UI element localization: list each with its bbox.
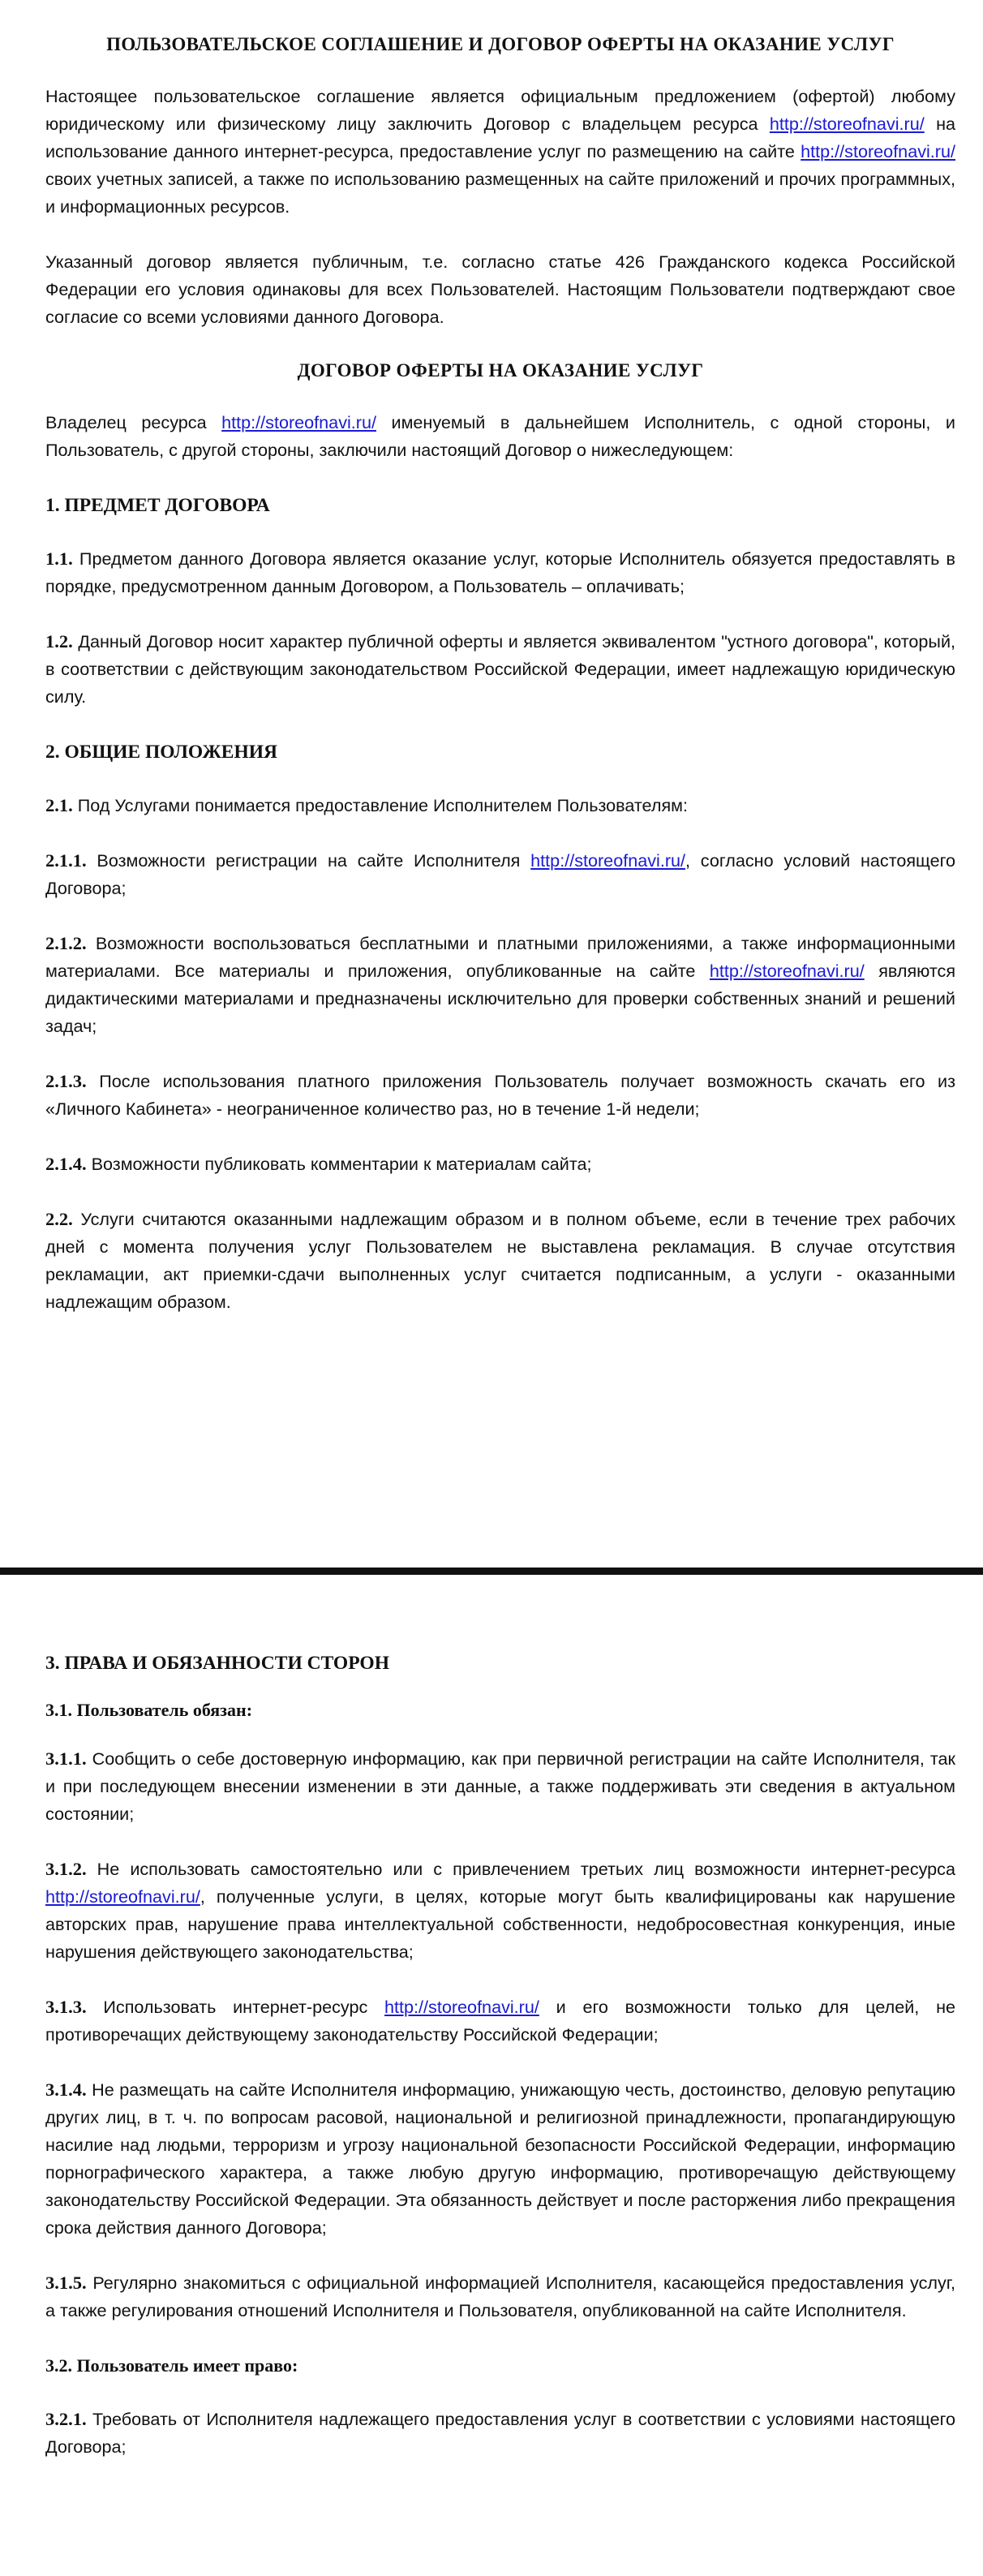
section-1-heading: 1. ПРЕДМЕТ ДОГОВОРА bbox=[45, 495, 270, 516]
section-2-heading: 2. ОБЩИЕ ПОЛОЖЕНИЯ bbox=[45, 742, 277, 763]
clause-text: Данный Договор носит характер публичной оферты и является эквивалентом "устного договора", который, в соответствии с действующим законодательством Российской Федерации, имеет надлежащую юридическую силу. bbox=[45, 631, 955, 707]
clause-text: Не размещать на сайте Исполнителя информацию, унижающую честь, достоинство, деловую репутацию других лиц, в т. ч. по вопросам расовой, национальной и религиозной принадлежности, пропагандирующую насилие над людьми, терроризм и угрозу национальной безопасности Российской Федерации, информацию порнографического характера, а также любую другую информацию, противоречащую действующему законодательству Российской Федерации. Эта обязанность действует и после расторжения либо прекращения срока действия данного Договора; bbox=[45, 2079, 956, 2238]
offer-intro-paragraph bbox=[45, 409, 955, 464]
clause-number: 3.2.1. bbox=[45, 2409, 87, 2429]
clause-text: Услуги считаются оказанными надлежащим образом и в полном объеме, если в течение трех рабочих дней с момента получения услуг Пользователем не выставлена рекламация. В случае отсутствия рекламации, акт приемки-сдачи выполненных услуг считается подписанным, а услуги - оказанными надлежащим образом. bbox=[45, 1209, 955, 1312]
clause-2-1-1 bbox=[45, 847, 955, 902]
clause-3-1-4 bbox=[45, 2076, 955, 2242]
clause-number: 3.1.4. bbox=[45, 2079, 87, 2100]
clause-2-1-3 bbox=[45, 1068, 955, 1123]
offer-intro-text-b: именуемый в дальнейшем Исполнитель, с одной стороны, и Пользователь, с другой стороны, заключили настоящий Договор о нижеследующем: bbox=[45, 412, 955, 460]
clause-text: Регулярно знакомиться с официальной информацией Исполнителя, касающейся предоставления услуг, а также регулирования отношений Исполнителя и Пользователя, опубликованной на сайте Исполнителя. bbox=[45, 2273, 956, 2320]
document-title: ПОЛЬЗОВАТЕЛЬСКОЕ СОГЛАШЕНИЕ И ДОГОВОР ОФЕРТЫ НА ОКАЗАНИЕ УСЛУГ bbox=[106, 34, 895, 54]
site-link[interactable]: http://storeofnavi.ru/ bbox=[221, 412, 376, 432]
subsection-3-1-heading: 3.1. Пользователь обязан: bbox=[45, 1700, 253, 1720]
clause-text: являются дидактическими материалами и предназначены исключительно для проверки собственных знаний и решений задач; bbox=[45, 961, 956, 1036]
clause-3-1-3 bbox=[45, 1993, 955, 2049]
clause-number: 2.1.3. bbox=[45, 1071, 87, 1091]
clause-text: Под Услугами понимается предоставление Исполнителем Пользователям: bbox=[77, 795, 688, 815]
clause-text: Требовать от Исполнителя надлежащего предоставления услуг в соответствии с условиями настоящего Договора; bbox=[45, 2409, 956, 2457]
clause-2-1-2 bbox=[45, 930, 955, 1040]
clause-1-2 bbox=[45, 628, 955, 711]
clause-text: Использовать интернет-ресурс bbox=[103, 1997, 368, 2017]
clause-text: , полученные услуги, в целях, которые могут быть квалифицированы как нарушение авторских прав, нарушение права интеллектуальной собственности, недобросовестная конкуренция, иные нарушения действующего законодательства; bbox=[45, 1886, 955, 1962]
clause-number: 3.1.2. bbox=[45, 1859, 87, 1879]
clause-number: 2.1.4. bbox=[45, 1154, 87, 1174]
clause-number: 2.1.2. bbox=[45, 933, 87, 953]
offer-heading: ДОГОВОР ОФЕРТЫ НА ОКАЗАНИЕ УСЛУГ bbox=[297, 360, 704, 381]
intro-paragraph-2: Указанный договор является публичным, т.е. согласно статье 426 Гражданского кодекса Российской Федерации его условия одинаковы для всех Пользователей. Настоящим Пользователи подтверждают свое согласие со всеми условиями данного Договора. bbox=[45, 252, 955, 327]
intro-paragraph-1 bbox=[45, 83, 955, 221]
clause-3-1-5 bbox=[45, 2269, 955, 2324]
clause-text: Сообщить о себе достоверную информацию, как при первичной регистрации на сайте Исполнителя, так и при последующем внесении изменении в эти данные, а также поддерживать эти сведения в актуальном состоянии; bbox=[45, 1748, 955, 1824]
site-link[interactable]: http://storeofnavi.ru/ bbox=[384, 1997, 539, 2017]
clause-number: 2.2. bbox=[45, 1209, 73, 1229]
offer-intro-text-a: Владелец ресурса bbox=[45, 412, 207, 432]
clause-text: Не использовать самостоятельно или с привлечением третьих лиц возможности интернет-ресурса bbox=[97, 1859, 955, 1879]
clause-number: 2.1.1. bbox=[45, 850, 87, 871]
clause-number: 3.1.3. bbox=[45, 1997, 87, 2017]
clause-number: 3.1.1. bbox=[45, 1748, 87, 1769]
clause-number: 3.1.5. bbox=[45, 2273, 87, 2293]
clause-2-1-4 bbox=[45, 1150, 955, 1178]
clause-3-1-2 bbox=[45, 1856, 955, 1966]
clause-text: Возможности регистрации на сайте Исполнителя bbox=[97, 850, 521, 871]
site-link[interactable]: http://storeofnavi.ru/ bbox=[801, 141, 955, 161]
clause-3-2-1 bbox=[45, 2406, 955, 2461]
site-link[interactable]: http://storeofnavi.ru/ bbox=[769, 114, 925, 134]
clause-number: 1.2. bbox=[45, 631, 73, 652]
clause-1-1 bbox=[45, 545, 955, 600]
clause-text: , согласно условий настоящего Договора; bbox=[45, 850, 955, 898]
intro-text-a: Настоящее пользовательское соглашение является официальным предложением (офертой) любому юридическому или физическому лицу заключить Договор с владельцем ресурса bbox=[45, 86, 955, 134]
page-break-divider bbox=[0, 1568, 983, 1575]
site-link[interactable]: http://storeofnavi.ru/ bbox=[530, 850, 686, 871]
clause-text: Возможности воспользоваться бесплатными и платными приложениями, а также информационными материалами. Все материалы и приложения, опубликованные на сайте bbox=[45, 933, 955, 981]
intro-text-c: своих учетных записей, а также по использованию размещенных на сайте приложений и прочих программных, и информационных ресурсов. bbox=[45, 169, 955, 217]
intro-text-b: на использование данного интернет-ресурса, предоставление услуг по размещению на сайте bbox=[45, 114, 956, 161]
clause-text: и его возможности только для целей, не противоречащих действующему законодательству Российской Федерации; bbox=[45, 1997, 955, 2045]
clause-number: 2.1. bbox=[45, 795, 73, 815]
clause-text: Предметом данного Договора является оказание услуг, которые Исполнитель обязуется предоставлять в порядке, предусмотренном данным Договором, а Пользователь – оплачивать; bbox=[45, 548, 955, 596]
site-link[interactable]: http://storeofnavi.ru/ bbox=[709, 961, 865, 981]
site-link[interactable]: http://storeofnavi.ru/ bbox=[45, 1886, 200, 1907]
clause-2-1 bbox=[45, 792, 955, 819]
clause-text: Возможности публиковать комментарии к материалам сайта; bbox=[91, 1154, 592, 1174]
clause-2-2 bbox=[45, 1206, 955, 1316]
document-page-2 bbox=[0, 1575, 983, 2576]
clause-text: После использования платного приложения Пользователь получает возможность скачать его из «Личного Кабинета» - неограниченное количество раз, но в течение 1-й недели; bbox=[45, 1071, 955, 1119]
clause-3-1-1 bbox=[45, 1745, 955, 1828]
section-3-heading: 3. ПРАВА И ОБЯЗАННОСТИ СТОРОН bbox=[45, 1653, 389, 1674]
subsection-3-2-heading: 3.2. Пользователь имеет право: bbox=[45, 2355, 298, 2376]
clause-number: 1.1. bbox=[45, 548, 73, 569]
